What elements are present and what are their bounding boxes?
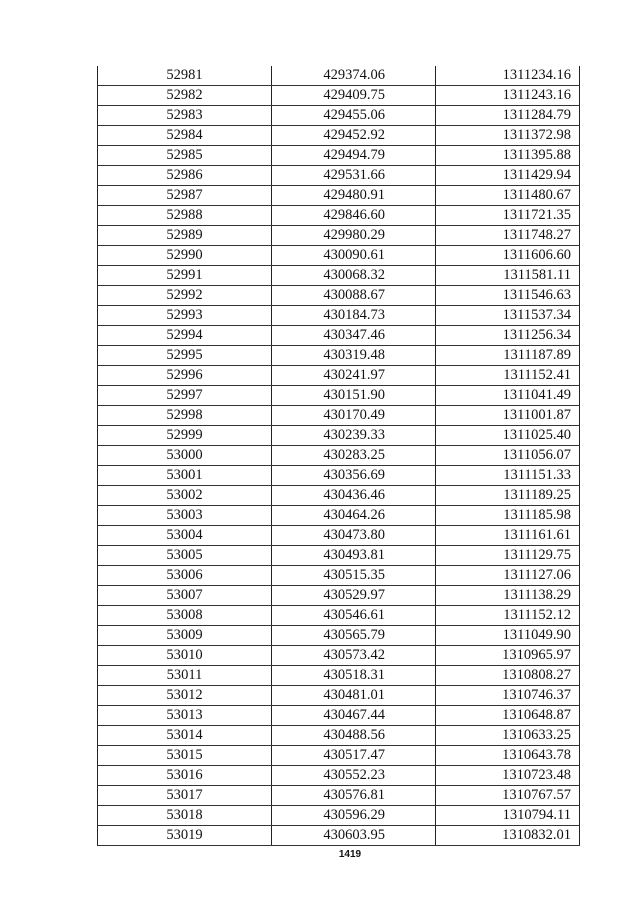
table-row [98,826,580,846]
table-row [98,146,580,166]
y-coordinate-cell: 1310643.78 [436,746,580,766]
point-number-cell: 53003 [98,506,272,526]
table-row [98,626,580,646]
table-row [98,326,580,346]
y-coordinate-cell: 1311185.98 [436,506,580,526]
point-number-cell: 52997 [98,386,272,406]
y-coordinate-cell: 1311234.16 [436,66,580,86]
point-number-cell: 52987 [98,186,272,206]
x-coordinate-cell: 430356.69 [272,466,436,486]
x-coordinate-cell: 430239.33 [272,426,436,446]
table-row [98,646,580,666]
y-coordinate-cell: 1310633.25 [436,726,580,746]
table-row [98,186,580,206]
point-number-cell: 52995 [98,346,272,366]
table-row [98,206,580,226]
table-row [98,366,580,386]
point-number-cell: 52983 [98,106,272,126]
table-row [98,806,580,826]
x-coordinate-cell: 430596.29 [272,806,436,826]
y-coordinate-cell: 1310723.48 [436,766,580,786]
y-coordinate-cell: 1311049.90 [436,626,580,646]
y-coordinate-cell: 1311284.79 [436,106,580,126]
y-coordinate-cell: 1311129.75 [436,546,580,566]
x-coordinate-cell: 430488.56 [272,726,436,746]
coordinates-table [97,66,580,846]
table-row [98,666,580,686]
x-coordinate-cell: 430529.97 [272,586,436,606]
x-coordinate-cell: 430184.73 [272,306,436,326]
point-number-cell: 52994 [98,326,272,346]
x-coordinate-cell: 430576.81 [272,786,436,806]
table-row [98,546,580,566]
y-coordinate-cell: 1311127.06 [436,566,580,586]
table-row [98,466,580,486]
table-row [98,726,580,746]
x-coordinate-cell: 430515.35 [272,566,436,586]
point-number-cell: 52981 [98,66,272,86]
x-coordinate-cell: 430464.26 [272,506,436,526]
point-number-cell: 53002 [98,486,272,506]
y-coordinate-cell: 1311721.35 [436,206,580,226]
x-coordinate-cell: 430493.81 [272,546,436,566]
table-row [98,346,580,366]
y-coordinate-cell: 1311161.61 [436,526,580,546]
x-coordinate-cell: 430573.42 [272,646,436,666]
table-row [98,266,580,286]
table-row [98,126,580,146]
y-coordinate-cell: 1311748.27 [436,226,580,246]
table-row [98,286,580,306]
table-row [98,606,580,626]
point-number-cell: 52993 [98,306,272,326]
y-coordinate-cell: 1311395.88 [436,146,580,166]
y-coordinate-cell: 1310746.37 [436,686,580,706]
x-coordinate-cell: 430347.46 [272,326,436,346]
x-coordinate-cell: 430517.47 [272,746,436,766]
y-coordinate-cell: 1311001.87 [436,406,580,426]
point-number-cell: 53001 [98,466,272,486]
y-coordinate-cell: 1311243.16 [436,86,580,106]
table-row [98,766,580,786]
x-coordinate-cell: 430436.46 [272,486,436,506]
page-number: 1419 [338,849,362,860]
y-coordinate-cell: 1311187.89 [436,346,580,366]
table-row [98,66,580,86]
point-number-cell: 52982 [98,86,272,106]
point-number-cell: 53007 [98,586,272,606]
point-number-cell: 52990 [98,246,272,266]
point-number-cell: 53013 [98,706,272,726]
coordinates-table-body [98,66,580,846]
point-number-cell: 53006 [98,566,272,586]
y-coordinate-cell: 1310648.87 [436,706,580,726]
x-coordinate-cell: 429846.60 [272,206,436,226]
point-number-cell: 52991 [98,266,272,286]
y-coordinate-cell: 1311537.34 [436,306,580,326]
point-number-cell: 53015 [98,746,272,766]
table-row [98,526,580,546]
x-coordinate-cell: 430170.49 [272,406,436,426]
point-number-cell: 52989 [98,226,272,246]
point-number-cell: 53019 [98,826,272,846]
point-number-cell: 53000 [98,446,272,466]
x-coordinate-cell: 429494.79 [272,146,436,166]
y-coordinate-cell: 1311480.67 [436,186,580,206]
y-coordinate-cell: 1311151.33 [436,466,580,486]
table-row [98,686,580,706]
x-coordinate-cell: 430151.90 [272,386,436,406]
x-coordinate-cell: 430552.23 [272,766,436,786]
point-number-cell: 53017 [98,786,272,806]
x-coordinate-cell: 430467.44 [272,706,436,726]
x-coordinate-cell: 430546.61 [272,606,436,626]
table-row [98,226,580,246]
y-coordinate-cell: 1311152.41 [436,366,580,386]
y-coordinate-cell: 1311189.25 [436,486,580,506]
x-coordinate-cell: 430068.32 [272,266,436,286]
y-coordinate-cell: 1310832.01 [436,826,580,846]
x-coordinate-cell: 429480.91 [272,186,436,206]
y-coordinate-cell: 1311546.63 [436,286,580,306]
x-coordinate-cell: 430088.67 [272,286,436,306]
y-coordinate-cell: 1311429.94 [436,166,580,186]
table-row [98,86,580,106]
x-coordinate-cell: 430603.95 [272,826,436,846]
x-coordinate-cell: 429374.06 [272,66,436,86]
y-coordinate-cell: 1310767.57 [436,786,580,806]
point-number-cell: 52998 [98,406,272,426]
point-number-cell: 52985 [98,146,272,166]
y-coordinate-cell: 1310794.11 [436,806,580,826]
y-coordinate-cell: 1311152.12 [436,606,580,626]
x-coordinate-cell: 430319.48 [272,346,436,366]
table-row [98,306,580,326]
x-coordinate-cell: 430090.61 [272,246,436,266]
y-coordinate-cell: 1311025.40 [436,426,580,446]
x-coordinate-cell: 429531.66 [272,166,436,186]
y-coordinate-cell: 1310808.27 [436,666,580,686]
point-number-cell: 53008 [98,606,272,626]
point-number-cell: 53014 [98,726,272,746]
point-number-cell: 52986 [98,166,272,186]
point-number-cell: 53010 [98,646,272,666]
x-coordinate-cell: 430241.97 [272,366,436,386]
y-coordinate-cell: 1310965.97 [436,646,580,666]
table-row [98,506,580,526]
table-row [98,426,580,446]
point-number-cell: 52996 [98,366,272,386]
x-coordinate-cell: 429409.75 [272,86,436,106]
table-row [98,586,580,606]
y-coordinate-cell: 1311138.29 [436,586,580,606]
table-row [98,706,580,726]
x-coordinate-cell: 430283.25 [272,446,436,466]
table-row [98,746,580,766]
table-row [98,386,580,406]
point-number-cell: 52984 [98,126,272,146]
point-number-cell: 53018 [98,806,272,826]
x-coordinate-cell: 429452.92 [272,126,436,146]
y-coordinate-cell: 1311581.11 [436,266,580,286]
table-row [98,246,580,266]
table-row [98,486,580,506]
point-number-cell: 53005 [98,546,272,566]
point-number-cell: 53004 [98,526,272,546]
y-coordinate-cell: 1311056.07 [436,446,580,466]
table-row [98,786,580,806]
y-coordinate-cell: 1311372.98 [436,126,580,146]
x-coordinate-cell: 430518.31 [272,666,436,686]
y-coordinate-cell: 1311606.60 [436,246,580,266]
y-coordinate-cell: 1311041.49 [436,386,580,406]
x-coordinate-cell: 430481.01 [272,686,436,706]
point-number-cell: 52999 [98,426,272,446]
x-coordinate-cell: 430565.79 [272,626,436,646]
point-number-cell: 53009 [98,626,272,646]
point-number-cell: 52992 [98,286,272,306]
table-row [98,406,580,426]
x-coordinate-cell: 430473.80 [272,526,436,546]
point-number-cell: 53016 [98,766,272,786]
table-row [98,446,580,466]
point-number-cell: 53012 [98,686,272,706]
table-row [98,106,580,126]
table-row [98,166,580,186]
x-coordinate-cell: 429455.06 [272,106,436,126]
x-coordinate-cell: 429980.29 [272,226,436,246]
point-number-cell: 52988 [98,206,272,226]
y-coordinate-cell: 1311256.34 [436,326,580,346]
point-number-cell: 53011 [98,666,272,686]
table-row [98,566,580,586]
